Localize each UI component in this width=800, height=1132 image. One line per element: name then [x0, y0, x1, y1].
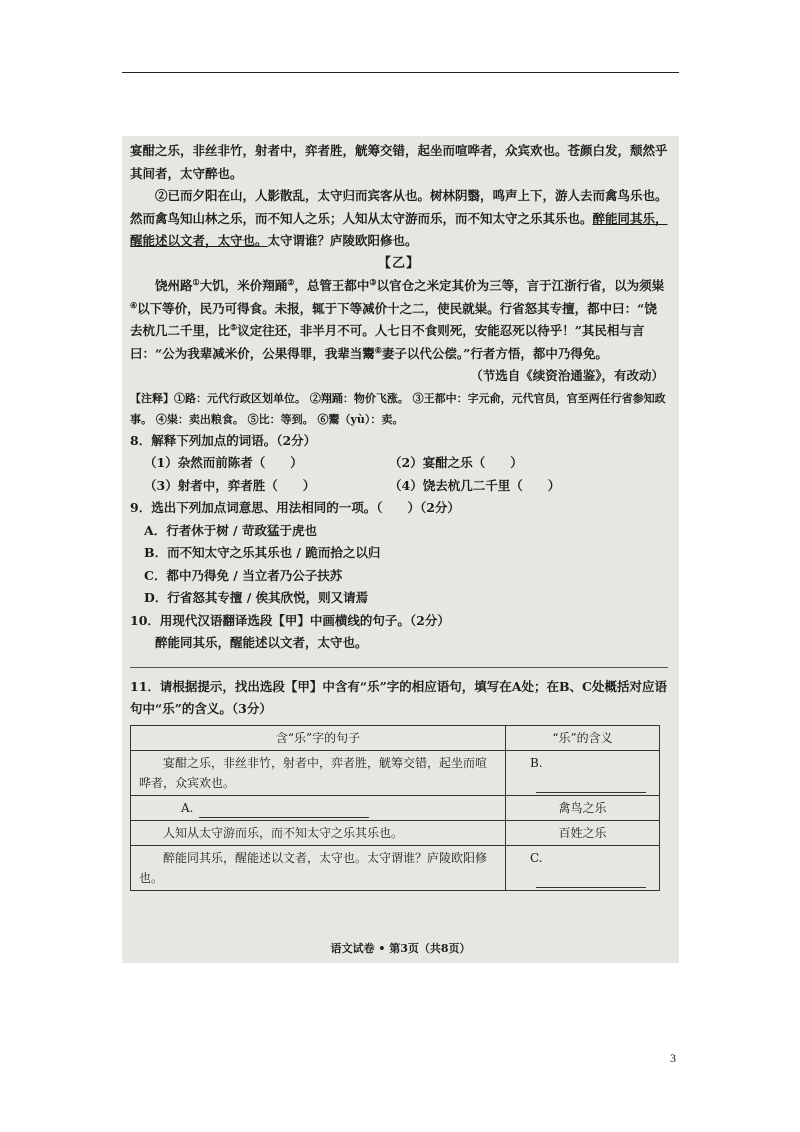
- question-8-item: （2）宴酣之乐（ ）: [389, 455, 523, 470]
- question-8-item: （1）杂然而前陈者（ ）: [144, 455, 303, 470]
- yi-text: 妻子以代公偿。”行者方悟，都中乃得免。: [381, 345, 608, 361]
- yi-text: 以官仓之米定其价为三等，言于江浙行省，以为须粜: [376, 278, 665, 293]
- question-10-sentence: 醉能同其乐，醒能述以文者，太守也。: [155, 635, 368, 650]
- question-8-item: （3）射者中，弈者胜（ ）: [144, 477, 316, 493]
- table-cell-sentence: 醉能同其乐，醒能述以文者，太守也。太守谓谁？庐陵欧阳修也。: [131, 845, 506, 890]
- table-header-cell: “乐”的含义: [506, 725, 660, 750]
- answer-label-c: C.: [530, 850, 543, 865]
- question-11-table: [130, 725, 660, 891]
- yi-text: ，总管王都中: [294, 278, 370, 293]
- footnote-mark: ⑤: [230, 321, 238, 332]
- table-row: [131, 820, 660, 845]
- question-9-option-c: C．都中乃得免 / 当立者乃公子扶苏: [144, 567, 343, 583]
- page-footer: 语文试卷 • 第3页（共8页）: [330, 942, 471, 955]
- passage-yi-heading: 【乙】: [377, 255, 420, 271]
- question-8-row-2: [130, 475, 668, 498]
- answer-label-a: A.: [181, 800, 194, 815]
- scanned-exam-page: [122, 136, 679, 963]
- table-cell-sentence: 宴酣之乐，非丝非竹，射者中，弈者胜，觥筹交错，起坐而喧哗者，众宾欢也。: [131, 750, 506, 795]
- yi-text: 饶州路: [155, 278, 193, 293]
- yi-text: 议定往还，非半月不可。人七日不食则死，安能忍死以待乎！”其民相与言曰：“公为我辈减米价，公果得罪，我辈当鬻: [130, 323, 645, 361]
- footnote-mark: ③: [369, 276, 377, 287]
- answer-blank-a[interactable]: [199, 803, 369, 818]
- table-header-row: [131, 725, 660, 750]
- footnote-mark: ④: [130, 299, 138, 310]
- table-cell-meaning[interactable]: [506, 750, 660, 795]
- answer-blank-line[interactable]: [130, 661, 668, 668]
- question-11-stem: 11．请根据提示，找出选段【甲】中含有“乐”字的相应语句，填写在A处；在B、C处概括对应语句中“乐”的含义。（3分）: [130, 678, 667, 716]
- table-row: [131, 795, 660, 820]
- footnote-mark: ①: [192, 276, 200, 287]
- page-number: 3: [670, 1051, 676, 1065]
- yi-text: 大饥，米价翔踊: [199, 278, 288, 293]
- answer-blank-b[interactable]: [536, 778, 646, 793]
- annotation-notes: 【注释】①路：元代行政区划单位。 ②翔踊：物价飞涨。 ③王都中：字元俞，元代官员，官至两任行省参知政事。 ④粜：卖出粮食。 ⑤比：等到。 ⑥鬻（yù）：卖。: [130, 391, 666, 426]
- passage-yi-body: [130, 275, 668, 365]
- answer-label-b: B.: [530, 755, 543, 770]
- answer-blank-c[interactable]: [536, 873, 646, 888]
- header-rule: [122, 72, 679, 73]
- passage-jia-paragraph-1: 宴酣之乐，非丝非竹，射者中，弈者胜，觥筹交错，起坐而喧哗者，众宾欢也。苍颜白发，颓然乎其间者，太守醉也。: [130, 143, 668, 181]
- question-9-option-b: B．而不知太守之乐其乐也 / 跪而拾之以归: [144, 545, 381, 560]
- table-cell-sentence: 人知从太守游而乐，而不知太守之乐其乐也。: [131, 820, 506, 845]
- passage-jia-ending: 太守谓谁？庐陵欧阳修也。: [267, 233, 418, 248]
- table-cell-meaning: 禽鸟之乐: [506, 795, 660, 820]
- table-row: [131, 750, 660, 795]
- question-8-stem: 8．解释下列加点的词语。（2分）: [130, 432, 317, 448]
- question-8-row-1: [130, 452, 668, 475]
- question-9-stem: 9．选出下列加点词意思、用法相同的一项。（ ）（2分）: [130, 500, 460, 515]
- question-9-option-a: A．行者休于树 / 苛政猛于虎也: [144, 522, 317, 538]
- table-cell-meaning: 百姓之乐: [506, 820, 660, 845]
- table-row: [131, 845, 660, 890]
- yi-text: 以下等价，民乃可得食。未报，辄于下等减价十之二，使民就粜。行省怒其专擅，都中曰：“饶去杭几二千里，比: [130, 300, 657, 338]
- passage-source: （节选自《续资治通鉴》，有改动）: [470, 368, 664, 383]
- question-10-stem: 10．用现代汉语翻译选段【甲】中画横线的句子。（2分）: [130, 612, 450, 628]
- underlined-sentence: 醉能同其乐，醒能述以文者，太守也。: [130, 210, 668, 248]
- footnote-mark: ②: [287, 276, 295, 287]
- passage-jia-paragraph-2: [130, 185, 668, 253]
- exam-content: [130, 140, 668, 891]
- question-9-option-d: D．行省怒其专擅 / 俟其欣悦，则又请焉: [144, 590, 369, 605]
- table-header-cell: 含“乐”字的句子: [131, 725, 506, 750]
- passage-jia-text: ②已而夕阳在山，人影散乱，太守归而宾客从也。树林阴翳，鸣声上下，游人去而禽鸟乐也。然而禽鸟知山林之乐，而不知人之乐；人知从太守游而乐，而不知太守之乐其乐也。: [130, 188, 668, 226]
- table-cell-meaning[interactable]: [506, 845, 660, 890]
- question-8-item: （4）饶去杭几二千里（ ）: [389, 477, 561, 493]
- footnote-mark: ⑥: [374, 344, 382, 355]
- table-cell-sentence[interactable]: [131, 795, 506, 820]
